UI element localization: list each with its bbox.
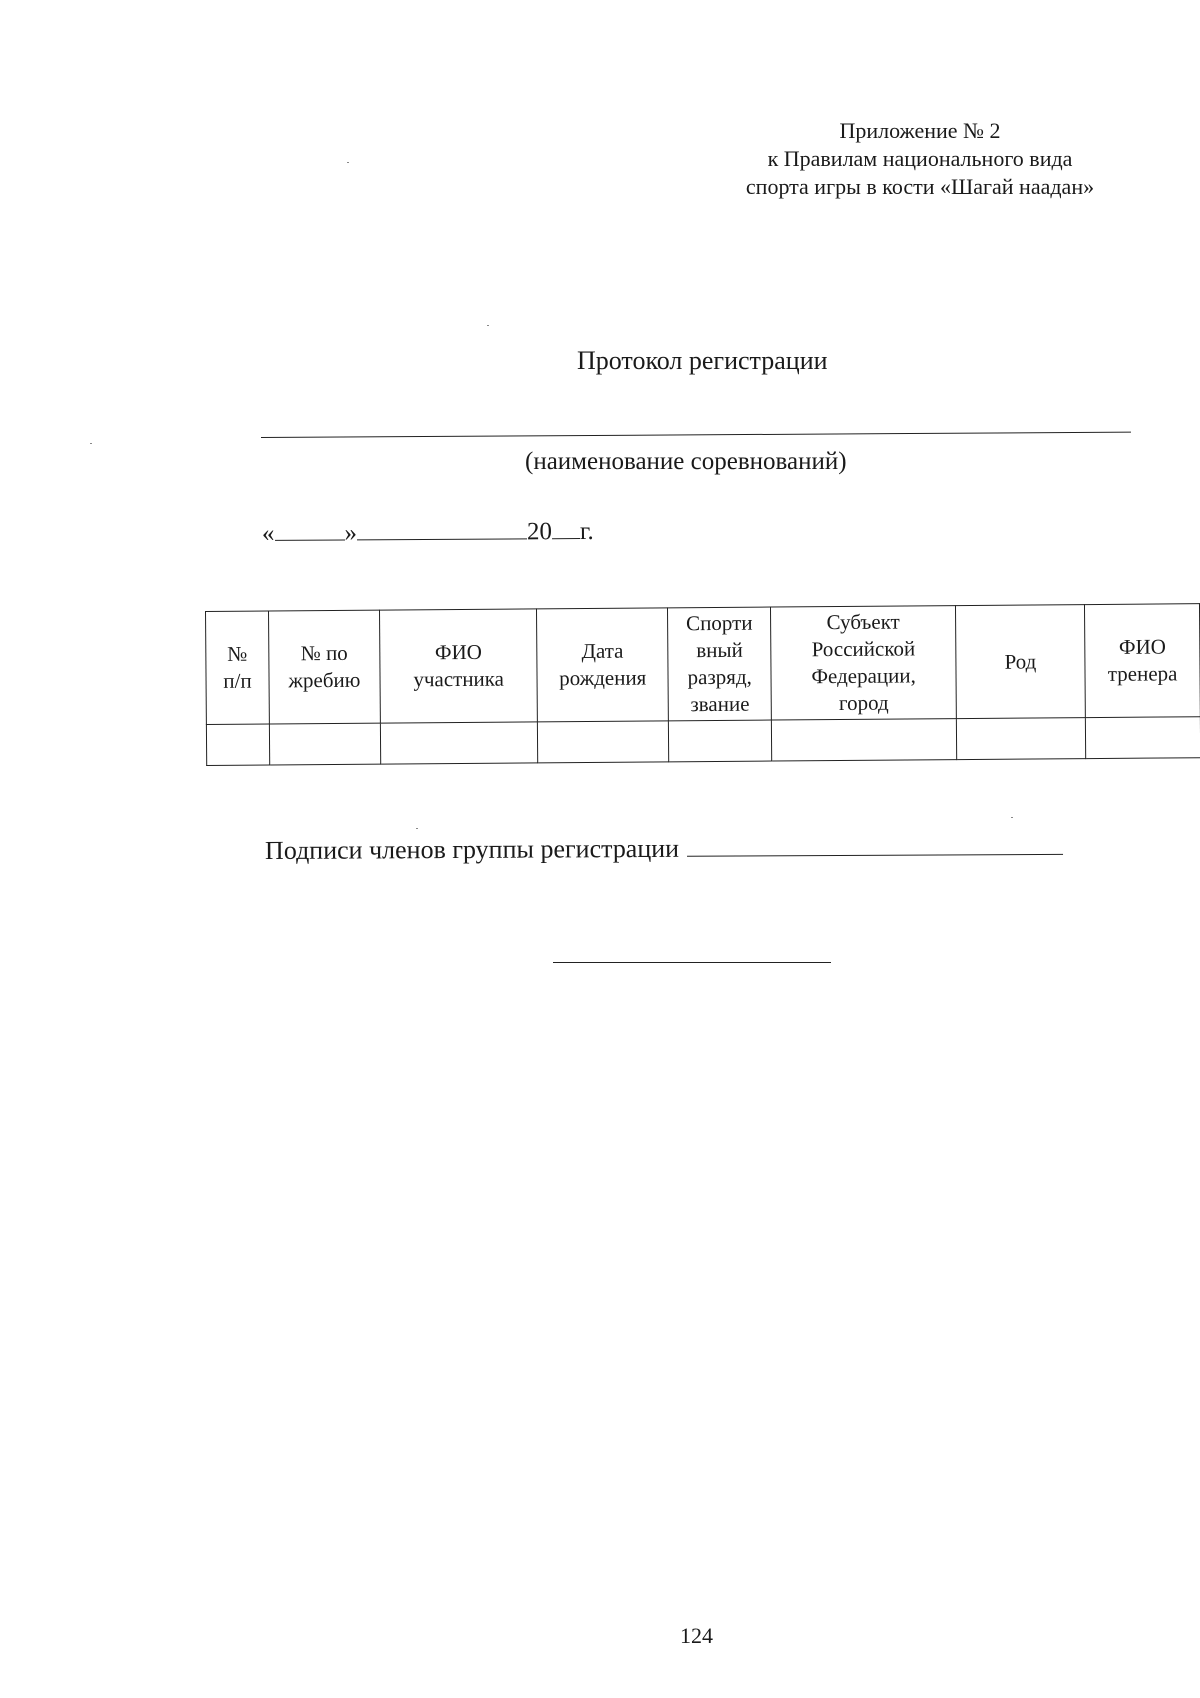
header-text: город [838, 690, 889, 716]
registration-table [205, 603, 1200, 766]
signatures-label: Подписи членов группы регистрации [264, 833, 680, 865]
page-number: 124 [680, 1623, 713, 1648]
header-text: тренера [1107, 661, 1178, 686]
scan-speck [90, 443, 92, 444]
table-clip [0, 590, 1200, 790]
scan-speck [487, 325, 489, 326]
page-title-container [0, 346, 1200, 376]
header-text: вный [696, 637, 743, 663]
table-cell[interactable] [269, 723, 380, 765]
table-cell[interactable] [772, 719, 957, 761]
header-cell-draw-number [268, 610, 380, 724]
competition-name-line [261, 432, 1131, 438]
header-text: Спорти [686, 610, 753, 636]
table-cell[interactable] [206, 724, 269, 765]
header-text: звание [690, 691, 750, 717]
header-text: № по [300, 640, 348, 666]
signatures-field [265, 832, 1063, 866]
date-close-quote: » [344, 519, 358, 547]
table-cell[interactable] [956, 718, 1086, 760]
scan-speck [416, 828, 418, 829]
header-text: Род [1004, 648, 1037, 674]
appendix-line-2: к Правилам национального вида [767, 146, 1073, 171]
header-text: ФИО [1118, 634, 1166, 659]
date-open-quote: « [261, 519, 275, 547]
header-text: Субъект [826, 609, 900, 635]
date-year-blank [552, 518, 580, 539]
header-cell-participant-name [379, 609, 537, 723]
header-cell-clan [955, 605, 1085, 719]
table-row [206, 717, 1200, 766]
header-text: участника [413, 666, 505, 692]
header-text: п/п [223, 668, 252, 693]
table-cell[interactable] [380, 722, 538, 764]
appendix-header [700, 117, 1140, 201]
header-text: ФИО [434, 639, 483, 665]
competition-name-caption: (наименование соревнований) [525, 448, 847, 475]
date-year-suffix: г. [579, 517, 594, 546]
header-text: разряд, [687, 664, 752, 690]
header-text: Российской [811, 636, 916, 662]
table-cell[interactable] [668, 720, 772, 762]
date-month-blank [357, 518, 527, 540]
appendix-line-1: Приложение № 2 [839, 118, 1001, 143]
date-year-prefix: 20 [526, 518, 553, 546]
table-header-row [206, 604, 1200, 725]
header-cell-sport-rank [668, 607, 772, 721]
date-day-blank [274, 519, 344, 540]
header-cell-birth-date [537, 608, 669, 722]
date-field [262, 518, 594, 548]
header-cell-coach-name [1085, 604, 1200, 718]
header-cell-region-city [771, 606, 956, 720]
header-text: № [227, 641, 248, 666]
page-title: Протокол регистрации [577, 346, 828, 375]
scan-speck [1011, 817, 1013, 818]
header-text: рождения [559, 665, 647, 691]
table-cell[interactable] [1086, 717, 1200, 759]
header-text: Федерации, [811, 663, 916, 689]
header-text: жребию [288, 667, 361, 693]
header-cell-number [206, 611, 270, 724]
table-cell[interactable] [538, 721, 669, 763]
header-text: Дата [581, 638, 624, 664]
appendix-line-3: спорта игры в кости «Шагай наадан» [745, 174, 1095, 199]
signature-blank-line-2 [553, 962, 831, 963]
signatures-blank-line [687, 832, 1063, 857]
scan-speck [347, 162, 349, 163]
